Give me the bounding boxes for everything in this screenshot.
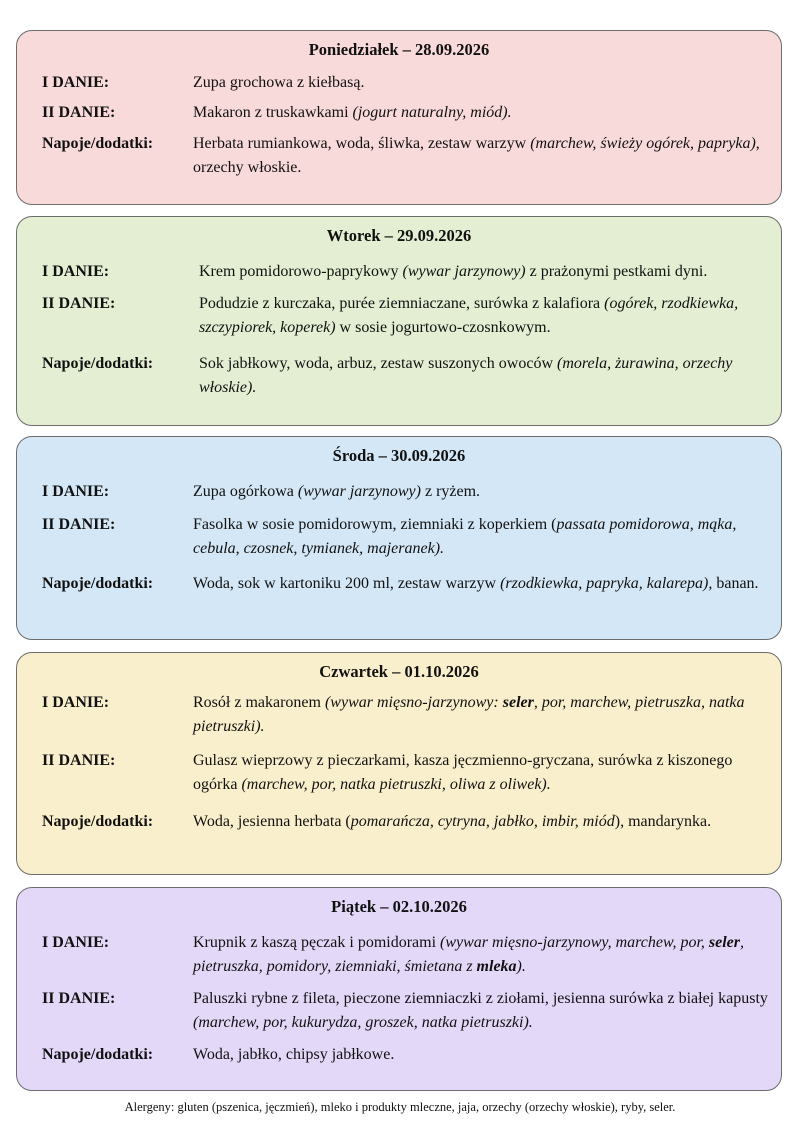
plain-text: Gulasz wieprzowy z pieczarkami, kasza jęczmienno-gryczana, surówka z kiszonego ogórka: [193, 752, 733, 793]
emphasis-text: mleka: [476, 958, 517, 975]
first-course-label: I DANIE:: [42, 74, 110, 91]
day-card-wednesday: [16, 436, 782, 640]
second-course-text: [193, 749, 769, 797]
drinks-label: Napoje/dodatki:: [42, 575, 154, 592]
day-card-thursday: [16, 652, 782, 875]
plain-text: , orzechy włoskie.: [193, 135, 760, 176]
drinks-text: [193, 1043, 769, 1067]
emphasis-text: (wywar jarzynowy): [402, 263, 526, 280]
second-course-text: [193, 513, 769, 561]
plain-text: Krupnik z kaszą pęczak i pomidorami: [193, 934, 441, 951]
plain-text: Herbata rumiankowa, woda, śliwka, zestaw warzyw: [193, 135, 531, 152]
plain-text: Podudzie z kurczaka, purée ziemniaczane, surówka z kalafiora: [199, 295, 605, 312]
plain-text: z ryżem.: [420, 483, 481, 500]
emphasis-text: pomarańcza, cytryna, jabłko, imbir, miód: [350, 813, 615, 830]
emphasis-text: seler: [708, 934, 741, 951]
emphasis-text: , por, marchew, pietruszka, natka pietruszki).: [193, 694, 745, 735]
emphasis-text: (jogurt naturalny, miód).: [352, 104, 512, 121]
emphasis-text: (marchew, por, natka pietruszki, oliwa z oliwek).: [241, 776, 551, 793]
emphasis-text: , pietruszka, pomidory, ziemniaki, śmietana z: [193, 934, 745, 975]
first-course-label: I DANIE:: [42, 483, 110, 500]
first-course-text: [199, 260, 769, 284]
first-course-text: [193, 71, 769, 95]
emphasis-text: (ogórek, rzodkiewka, szczypiorek, koperek): [199, 295, 739, 336]
emphasis-text: seler: [502, 694, 534, 711]
plain-text: Woda, sok w kartoniku 200 ml, zestaw warzyw: [193, 575, 501, 592]
plain-text: Fasolka w sosie pomidorowym, ziemniaki z koperkiem (: [193, 516, 557, 533]
drinks-text: [199, 352, 769, 400]
first-course-text: [193, 480, 769, 504]
day-title: Środa – 30.09.2026: [332, 446, 466, 465]
day-title: Poniedziałek – 28.09.2026: [308, 40, 490, 59]
emphasis-text: (wywar mięsno-jarzynowy, marchew, por,: [440, 934, 709, 951]
emphasis-text: (rzodkiewka, papryka, kalarepa),: [500, 575, 713, 592]
day-title: Piątek – 02.10.2026: [331, 897, 467, 916]
plain-text: w sosie jogurtowo-czosnkowym.: [335, 319, 551, 336]
drinks-label: Napoje/dodatki:: [42, 135, 154, 152]
drinks-text: [193, 572, 769, 596]
drinks-text: [193, 810, 769, 834]
emphasis-text: ).: [516, 958, 526, 975]
plain-text: Makaron z truskawkami: [193, 104, 353, 121]
second-course-text: [199, 292, 769, 340]
second-course-label: II DANIE:: [42, 990, 116, 1007]
plain-text: Rosół z makaronem: [193, 694, 325, 711]
plain-text: Woda, jabłko, chipsy jabłkowe.: [193, 1046, 395, 1063]
plain-text: z prażonymi pestkami dyni.: [525, 263, 708, 280]
plain-text: Sok jabłkowy, woda, arbuz, zestaw suszonych owoców: [199, 355, 557, 372]
day-card-monday: [16, 30, 782, 205]
day-title: Wtorek – 29.09.2026: [326, 226, 472, 245]
plain-text: Zupa grochowa z kiełbasą.: [193, 74, 365, 91]
emphasis-text: (wywar jarzynowy): [297, 483, 421, 500]
plain-text: Paluszki rybne z fileta, pieczone ziemniaczki z ziołami, jesienna surówka z białej kapusty: [193, 990, 768, 1007]
second-course-label: II DANIE:: [42, 104, 116, 121]
plain-text: ), mandarynka.: [614, 813, 712, 830]
drinks-label: Napoje/dodatki:: [42, 1046, 154, 1063]
plain-text: banan.: [712, 575, 759, 592]
emphasis-text: (marchew, por, kukurydza, groszek, natka pietruszki).: [193, 1014, 533, 1031]
day-title: Czwartek – 01.10.2026: [319, 662, 479, 681]
plain-text: Krem pomidorowo-paprykowy: [199, 263, 403, 280]
allergens-note: Alergeny: gluten (pszenica, jęczmień), mleko i produkty mleczne, jaja, orzechy (orzechy włoskie), ryby, seler.: [124, 1100, 676, 1114]
second-course-label: II DANIE:: [42, 295, 116, 312]
drinks-label: Napoje/dodatki:: [42, 355, 154, 372]
second-course-label: II DANIE:: [42, 752, 116, 769]
emphasis-text: passata pomidorowa, mąka, cebula, czosnek, tymianek, majeranek).: [193, 516, 737, 557]
second-course-text: [193, 101, 769, 125]
drinks-label: Napoje/dodatki:: [42, 813, 154, 830]
first-course-label: I DANIE:: [42, 694, 110, 711]
drinks-text: [193, 132, 769, 180]
emphasis-text: (morela, żurawina, orzechy włoskie).: [199, 355, 733, 396]
day-card-tuesday: [16, 216, 782, 426]
first-course-label: I DANIE:: [42, 934, 110, 951]
day-card-friday: [16, 887, 782, 1091]
first-course-text: [193, 931, 769, 979]
first-course-text: [193, 691, 769, 739]
plain-text: Zupa ogórkowa: [193, 483, 298, 500]
emphasis-text: (marchew, świeży ogórek, papryka): [530, 135, 756, 152]
second-course-text: [193, 987, 769, 1035]
second-course-label: II DANIE:: [42, 516, 116, 533]
emphasis-text: (wywar mięsno-jarzynowy:: [324, 694, 503, 711]
first-course-label: I DANIE:: [42, 263, 110, 280]
plain-text: Woda, jesienna herbata (: [193, 813, 351, 830]
